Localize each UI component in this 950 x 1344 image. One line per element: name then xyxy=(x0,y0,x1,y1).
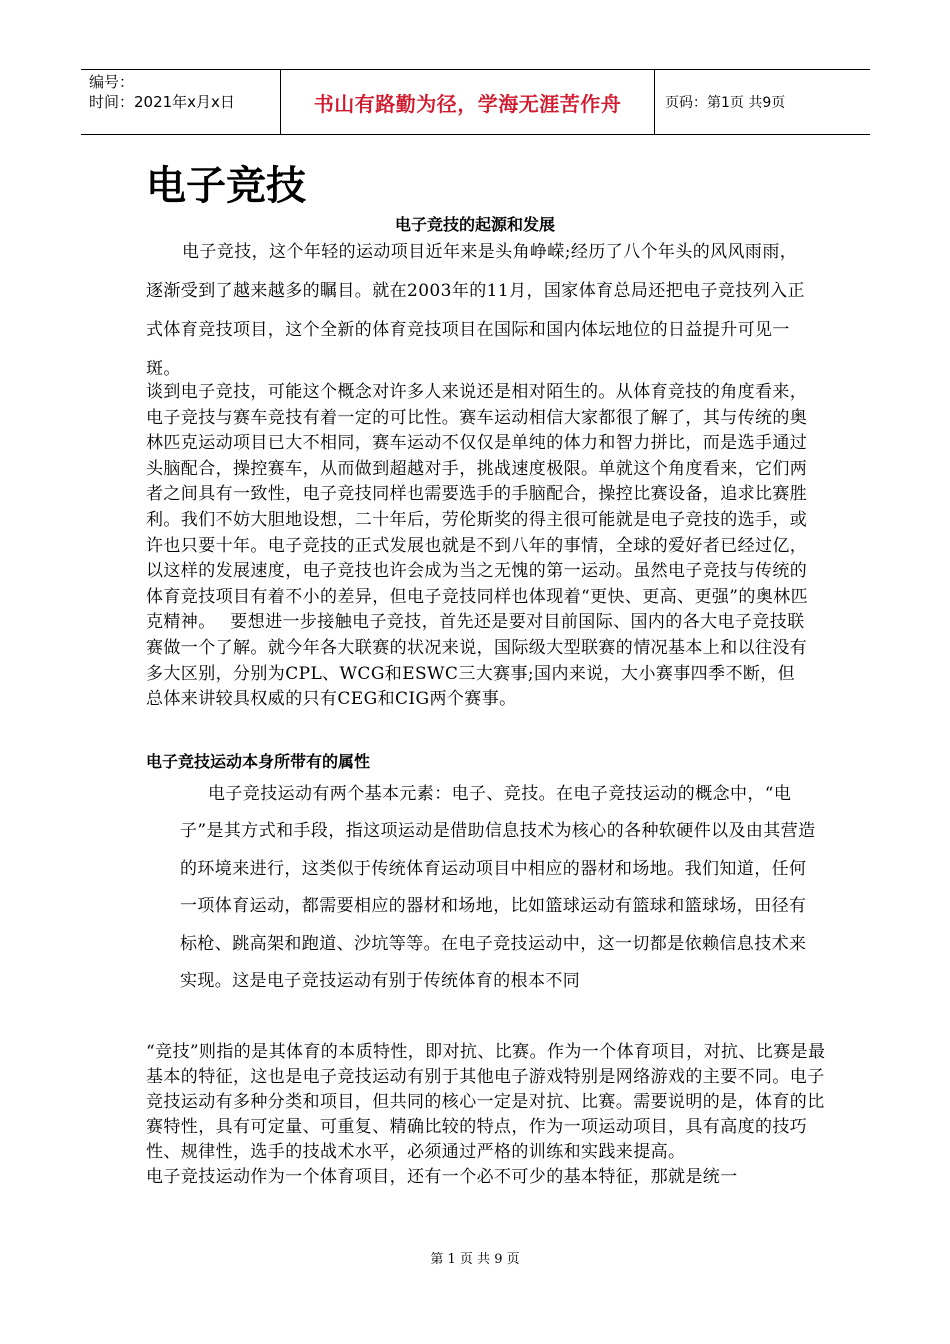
header-motto-cell xyxy=(281,70,655,134)
body-paragraph: 谈到电子竞技，可能这个概念对许多人来说还是相对陌生的。从体育竞技的角度看来，电子竞技与赛车竞技有着一定的可比性。赛车运动相信大家都很了解了，其与传统的奥林匹克运动项目已大不相同，赛车运动不仅仅是单纯的体力和智力拼比，而是选手通过头脑配合，操控赛车，从而做到超越对手，挑战速度极限。单就这个角度看来，它们两者之间具有一致性，电子竞技同样也需要选手的手脑配合，操控比赛设备，追求比赛胜利。我们不妨大胆地设想，二十年后，劳伦斯奖的得主很可能就是电子竞技的选手，或许也只要十年。电子竞技的正式发展也就是不到八年的事情，全球的爱好者已经过亿，以这样的发展速度，电子竞技也许会成为当之无愧的第一运动。虽然电子竞技与传统的体育竞技项目有着不小的差异，但电子竞技同样也体现着“更快、更高、更强”的奥林匹克精神。 要想进一步接触电子竞技，首先还是要对目前国际、国内的各大电子竞技联赛做一个了解。就今年各大联赛的状况来说，国际级大型联赛的情况基本上和以往没有多大区别，分别为CPL、WCG和ESWC三大赛事;国内来说，大小赛事四季不断，但总体来讲较具权威的只有CEG和CIG两个赛事。 xyxy=(146,382,808,710)
section-heading: 电子竞技运动本身所带有的属性 xyxy=(146,752,371,771)
header-motto: 书山有路勤为径，学海无涯苦作舟 xyxy=(313,91,622,116)
page-footer: 第 1 页 共 9 页 xyxy=(430,1252,520,1267)
page-code-text: 页码：第1页 共9页 xyxy=(665,95,786,111)
header-page-code xyxy=(655,70,870,134)
time-label: 时间：2021年x月x日 xyxy=(89,93,235,111)
header-meta xyxy=(81,70,281,134)
document-subtitle: 电子竞技的起源和发展 xyxy=(394,215,555,234)
intro-paragraph: 电子竞技，这个年轻的运动项目近年来是头角峥嵘;经历了八个年头的风风雨雨，逐渐受到了越来越多的瞩目。就在2003年的11月，国家体育总局还把电子竞技列入正式体育竞技项目，这个全新的体育竞技项目在国际和国内体坛地位的日益提升可见一斑。 xyxy=(146,242,805,379)
number-label: 编号： xyxy=(89,73,135,91)
section-paragraph-competition: “竞技”则指的是其体育的本质特性，即对抗、比赛。作为一个体育项目，对抗、比赛是最基本的特征，这也是电子竞技运动有别于其他电子游戏特别是网络游戏的主要不同。电子竞技运动有多种分类和项目，但共同的核心一定是对抗、比赛。需要说明的是，体育的比赛特性，具有可定量、可重复、精确比较的特点，作为一项运动项目，具有高度的技巧性、规律性，选手的技战术水平，必须通过严格的训练和实践来提高。 电子竞技运动作为一个体育项目，还有一个必不可少的基本特征，那就是统一 xyxy=(146,1042,826,1187)
section-paragraph-elements: 电子竞技运动有两个基本元素：电子、竞技。在电子竞技运动的概念中，“电子”是其方式和手段，指这项运动是借助信息技术为核心的各种软硬件以及由其营造的环境来进行，这类似于传统体育运动项目中相应的器材和场地。我们知道，任何一项体育运动，都需要相应的器材和场地，比如篮球运动有篮球和篮球场，田径有标枪、跳高架和跑道、沙坑等等。在电子竞技运动中，这一切都是依赖信息技术来实现。这是电子竞技运动有别于传统体育的根本不同 xyxy=(180,784,816,992)
document-title: 电子竞技 xyxy=(146,162,306,209)
document-header xyxy=(81,69,870,135)
